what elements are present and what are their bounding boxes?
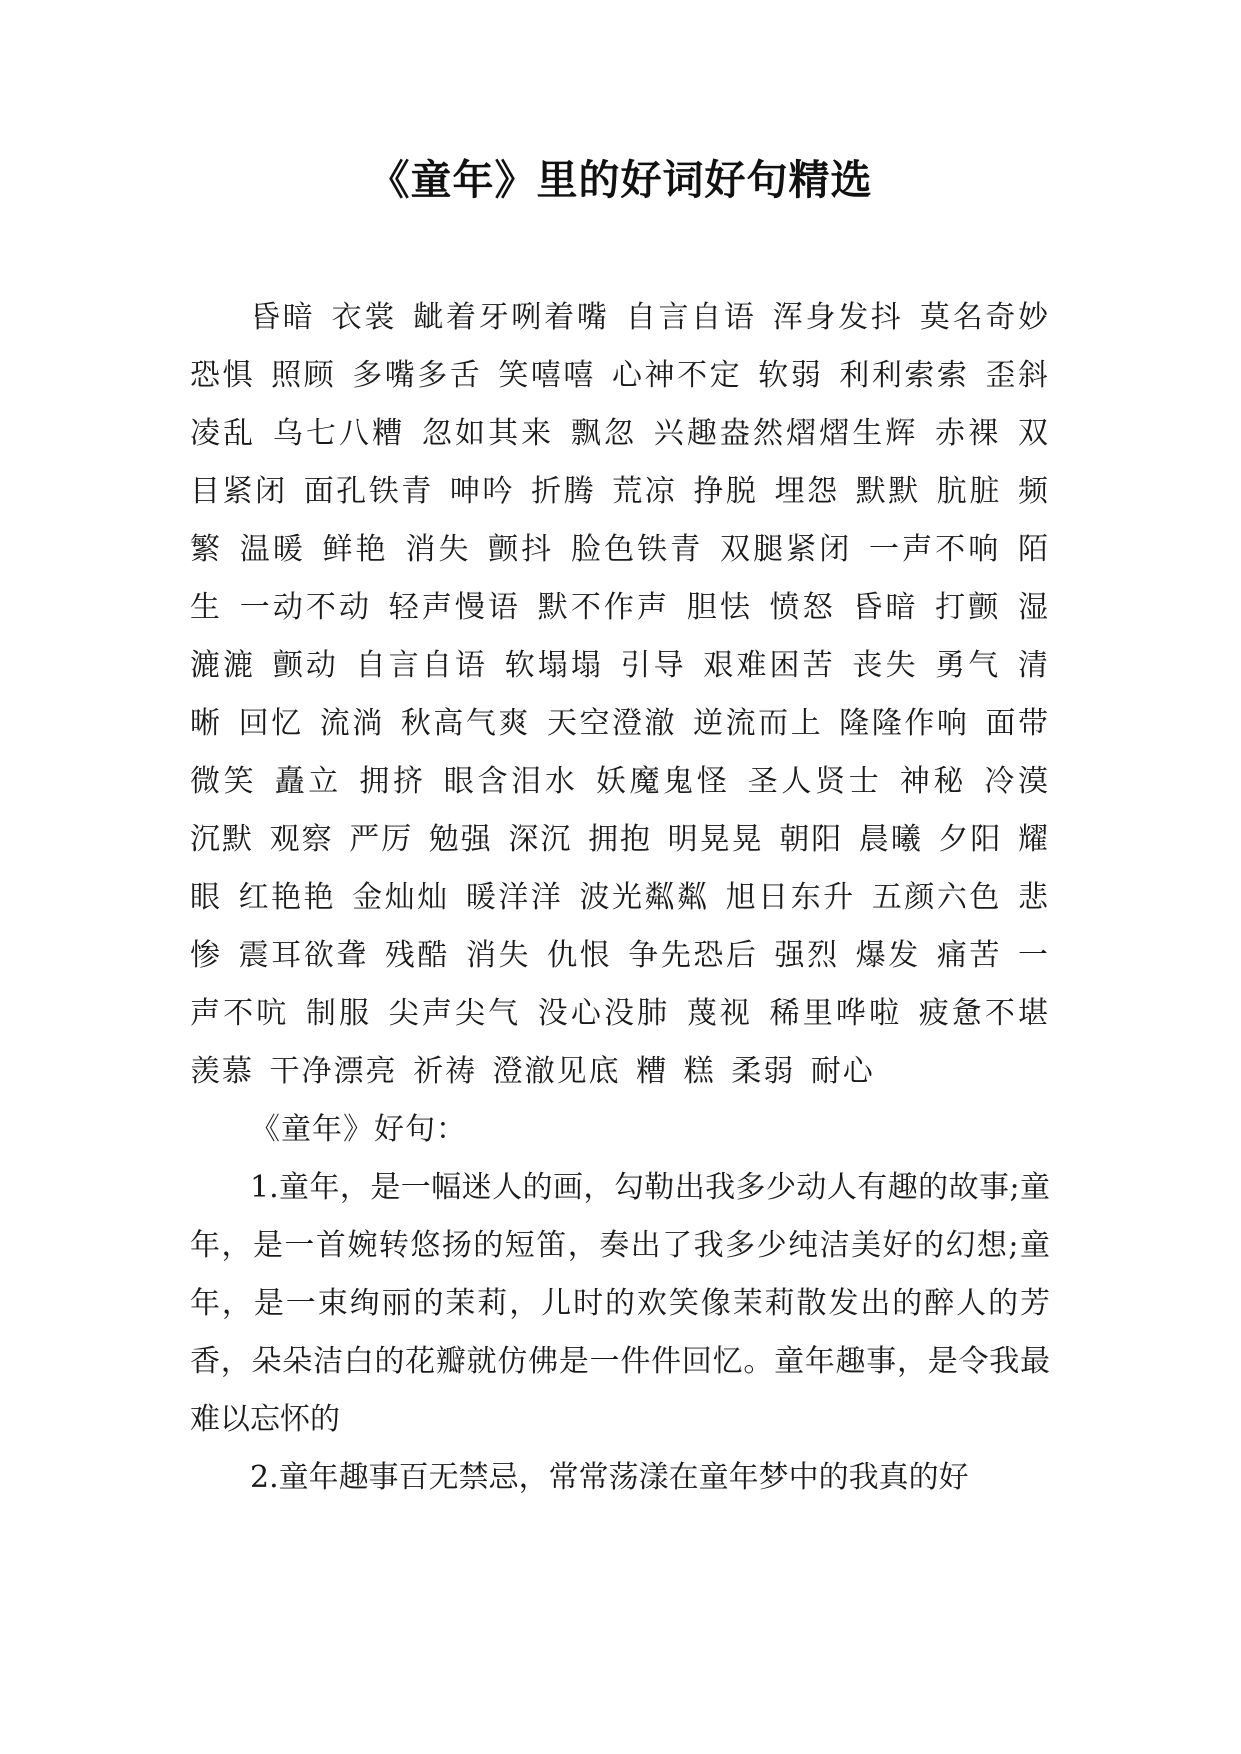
sentence-1: 1.童年，是一幅迷人的画，勾勒出我多少动人有趣的故事;童年，是一首婉转悠扬的短笛，奏出了我多少纯洁美好的幻想;童年，是一束绚丽的茉莉，儿时的欢笑像茉莉散发出的醉人的芳香，朵朵洁白的花瓣就仿佛是一件件回忆。童年趣事，是令我最难以忘怀的 <box>190 1170 1050 1437</box>
good-sentences-label: 《童年》好句： <box>250 1112 467 1147</box>
good-words-paragraph: 昏暗 衣裳 龇着牙咧着嘴 自言自语 浑身发抖 莫名奇妙 恐惧 照顾 多嘴多舌 笑嘻嘻 心神不定 软弱 利利索索 歪斜凌乱 乌七八糟 忽如其来 飘忽 兴趣盎然熠熠生辉 赤裸 双目紧闭 面孔铁青 呻吟 折腾 荒凉 挣脱 埋怨 默默 肮脏 频繁 温暖 鲜艳 消失 颤抖 脸色铁青 双腿紧闭 一声不响 陌生 一动不动 轻声慢语 默不作声 胆怯 愤怒 昏暗 打颤 湿漉漉 颤动 自言自语 软塌塌 引导 艰难困苦 丧失 勇气 清晰 回忆 流淌 秋高气爽 天空澄澈 逆流而上 隆隆作响 面带微笑 矗立 拥挤 眼含泪水 妖魔鬼怪 圣人贤士 神秘 冷漠 沉默 观察 严厉 勉强 深沉 拥抱 明晃晃 朝阳 晨曦 夕阳 耀眼 红艳艳 金灿灿 暖洋洋 波光粼粼 旭日东升 五颜六色 悲惨 震耳欲聋 残酷 消失 仇恨 争先恐后 强烈 爆发 痛苦 一声不吭 制服 尖声尖气 没心没肺 蔑视 稀里哗啦 疲惫不堪 羡慕 干净漂亮 祈祷 澄澈见底 糟 糕 柔弱 耐心 <box>190 300 1050 1089</box>
sentence-2: 2.童年趣事百无禁忌，常常荡漾在童年梦中的我真的好 <box>250 1460 969 1495</box>
document-body <box>190 289 1050 1507</box>
document-title: 《童年》里的好词好句精选 <box>368 156 873 204</box>
